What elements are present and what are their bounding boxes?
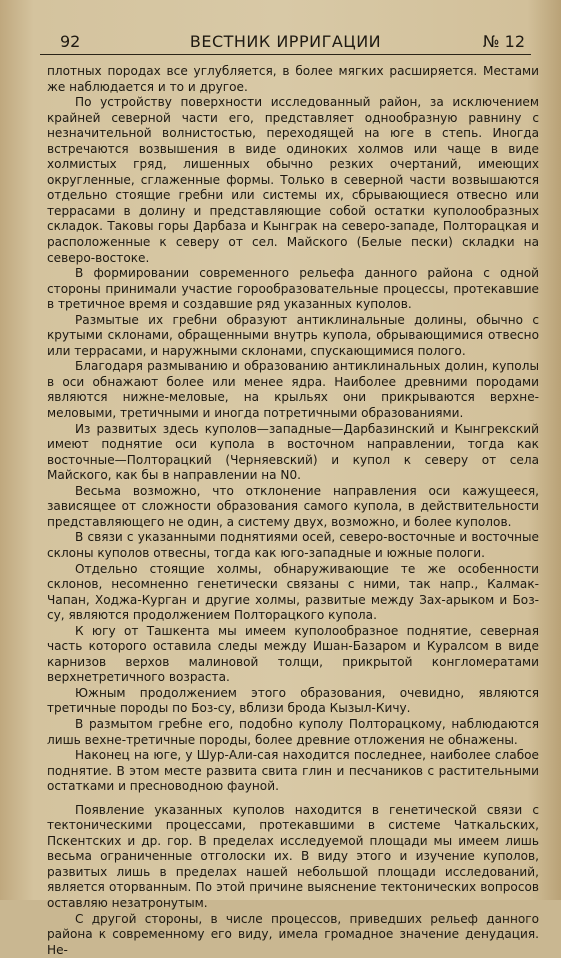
paragraph: Из развитых здесь куполов—западные—Дарбазинский и Кынгрекский имеют поднятие оси купола в восточном направлении, тогда как восточные—Полторацкий (Черняевский) и купол к северу от села Майского, как бы в направлении на N0. (47, 421, 539, 483)
journal-title: ВЕСТНИК ИРРИГАЦИИ (189, 32, 382, 51)
paragraph: Наконец на юге, у Шур-Али-сая находится последнее, наиболее слабое поднятие. В этом месте развита свита глин и песчаников с растительными остатками и пресноводною фауной. (47, 748, 539, 794)
page-number: 92 (60, 32, 81, 51)
paragraph: Отдельно стоящие холмы, обнаруживающие те же особенности склонов, несомненно генетически связаны с ними, так напр., Калмак-Чапан, Ходжа-Курган и другие холмы, развитые между Зах-арыком и Боз-су, являются продолжением Полторацкого купола. (47, 561, 539, 623)
article-body (47, 64, 539, 958)
paragraph: Южным продолжением этого образования, очевидно, являются третичные породы по Боз-су, вблизи брода Кызыл-Кичу. (47, 685, 539, 716)
paragraph: В связи с указанными поднятиями осей, северо-восточные и восточные склоны куполов отвесны, тогда как юго-западные и южные пологи. (47, 530, 539, 560)
paragraph: С другой стороны, в числе процессов, приведших рельеф данного района к современному его виду, имела громадное значение денудация. Не- (47, 911, 539, 957)
paragraph: Размытые их гребни образуют антиклинальные долины, обычно с крутыми склонами, обращенными внутрь купола, обрывающимися отвесно или террасами, и наружными склонами, спускающимися полого. (47, 312, 539, 358)
issue-number: № 12 (482, 32, 525, 51)
paragraph: плотных породах все углубляется, в более мягких расширяется. Местами же наблюдается и то и другое. (47, 64, 539, 94)
paragraph: В формировании современного рельефа данного района с одной стороны принимали участие горообразовательные процессы, протекавшие в третичное время и создавшие ряд указанных куполов. (47, 266, 539, 312)
paragraph: В размытом гребне его, подобно куполу Полторацкому, наблюдаются лишь вехне-третичные породы, более древние отложения не обнажены. (47, 716, 539, 747)
paragraph: По устройству поверхности исследованный район, за исключением крайней северной части его, представляет однообразную равнину с незначительной волнистостью, переходящей на юге в степь. Иногда встречаются возвышения в виде одиноких холмов или чаще в виде холмистых гряд, лишенных обычно резких очертаний, имеющих округленные, сглаженные формы. Только в северной части возвышаются отдельно стоящие гребни или системы их, сбрывающиеся отвесно или террасами в долину и представляющие собой остатки куполообразных складок. Таковы горы Дарбаза и Кынграк на северо-западе, Полторацкая и расположенные к северу от сел. Майского (Белые пески) складки на северо-востоке. (47, 95, 539, 265)
paragraph: Весьма возможно, что отклонение направления оси кажущееся, зависящее от сложности образования самого купола, в действительности представляющего не один, а систему двух, возможно, и более куполов. (47, 483, 539, 529)
page-header (40, 30, 531, 55)
paragraph: Благодаря размыванию и образованию антиклинальных долин, куполы в оси обнажают более или менее ядра. Наиболее древними породами являются нижне-меловые, на крыльях они прикрываются верхне-меловыми, третичными и иногда потретичными образованиями. (47, 359, 539, 421)
paragraph: К югу от Ташкента мы имеем куполообразное поднятие, северная часть которого оставила следы между Ишан-Базаром и Куралсом в виде карнизов верхов малиновой толщи, прикрытой конгломератами верхнетретичного возраста. (47, 623, 539, 685)
paragraph: Появление указанных куполов находится в генетической связи с тектоническими процессами, протекавшими в системе Чаткальских, Пскентских и др. гор. В пределах исследуемой площади мы имеем лишь весьма ограниченные отголоски их. В виду этого и изучение куполов, развитых лишь в пределах нашей небольшой площади исследований, является оторванным. По этой причине выяснение тектонических вопросов оставляю незатронутым. (47, 802, 539, 910)
